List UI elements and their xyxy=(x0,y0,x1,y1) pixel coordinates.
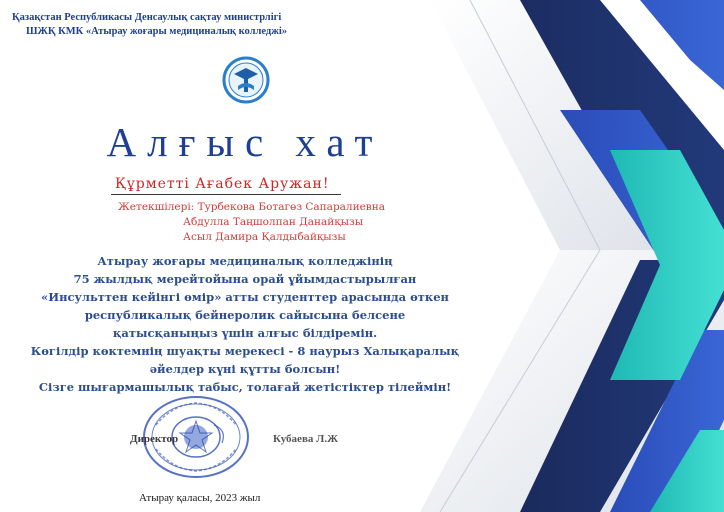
recipient-underline xyxy=(111,194,341,195)
recipient-name: Құрметті Ағабек Аружан! xyxy=(115,176,330,192)
ministry-header: Қазақстан Республикасы Денсаулық сақтау министрлігі xyxy=(12,12,282,23)
certificate-title: Алғыс хат xyxy=(106,119,384,165)
body-text-line: қатысқаныңыз үшін алғыс білдіремін. xyxy=(112,326,378,340)
body-text-line: «Инсульттен кейінгі өмір» атты студенттер арасында өткен xyxy=(41,290,449,304)
body-text-line: әйелдер күні құтты болсын! xyxy=(149,362,341,376)
college-logo-icon xyxy=(222,56,270,104)
signatory-name: Кубаева Л.Ж xyxy=(273,433,338,445)
supervisor-name: Абдулла Таңшолпан Данайқызы xyxy=(183,216,364,228)
body-text-line: Сізге шығармашылық табыс, толағай жетістіктер тілеймін! xyxy=(38,380,452,394)
body-text-line: Көгілдір көктемнің шуақты мерекесі - 8 наурыз Халықаралық xyxy=(30,344,460,358)
college-header: ШЖҚ КМК «Атырау жоғары медициналық колледжі» xyxy=(26,26,288,37)
supervisor-name: Асыл Дамира Қалдыбайқызы xyxy=(183,231,346,243)
body-text-line: республикалық бейнеролик сайысына белсене xyxy=(84,308,406,322)
supervisor-line-1 xyxy=(118,201,385,213)
body-text-line: 75 жылдық мерейтойына орай ұйымдастырылған xyxy=(73,272,417,286)
supervisor-name: Турбекова Ботагөз Сапаралиевна xyxy=(197,201,385,213)
signatory-role: Директор xyxy=(130,433,179,445)
supervisors-label: Жетекшілері: xyxy=(118,201,195,213)
footer-place-year: Атырау қаласы, 2023 жыл xyxy=(139,492,261,504)
body-text-line: Атырау жоғары медициналық колледжінің xyxy=(97,254,393,268)
